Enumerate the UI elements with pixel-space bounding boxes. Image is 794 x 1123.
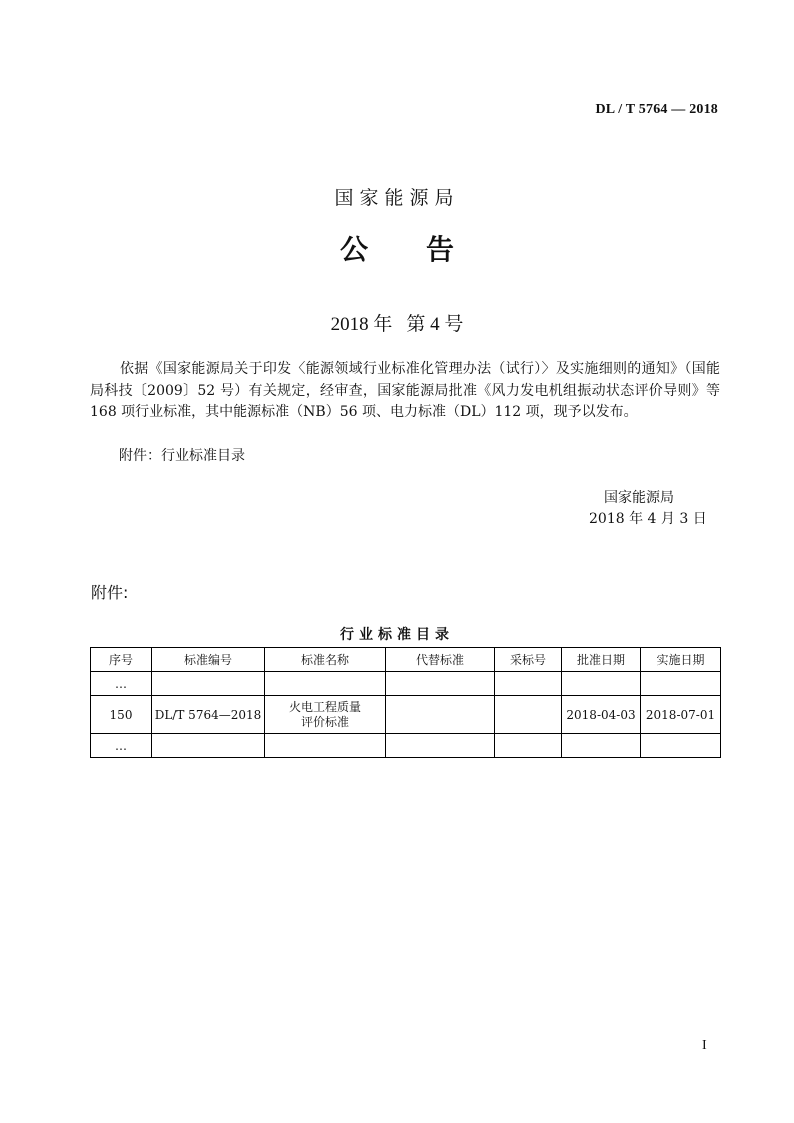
notice-number: 第 4 号	[406, 314, 464, 335]
table-cell	[641, 734, 721, 758]
table-cell: DL/T 5764—2018	[152, 696, 265, 734]
notice-body: 依据《国家能源局关于印发〈能源领域行业标准化管理办法（试行）〉及实施细则的通知》（国能局科技〔2009〕52 号）有关规定，经审查，国家能源局批准《风力发电机组振动状态评价导则》等168 项行业标准，其中能源标准（NB）56 项、电力标准（DL）112 项，现予以发布。	[90, 361, 720, 420]
catalog-table-title: 行业标准目录	[340, 627, 454, 643]
table-cell: 2018-04-03	[562, 696, 641, 734]
notice-number-line	[0, 309, 794, 336]
column-header: 标准名称	[265, 648, 386, 672]
table-cell	[386, 696, 495, 734]
signature-date: 2018 年 4 月 3 日	[589, 511, 707, 527]
column-header: 实施日期	[641, 648, 721, 672]
column-header: 序号	[91, 648, 152, 672]
signature-org: 国家能源局	[604, 490, 674, 506]
column-header: 标准编号	[152, 648, 265, 672]
table-cell	[495, 734, 562, 758]
table-cell	[495, 696, 562, 734]
table-cell: 150	[91, 696, 152, 734]
notice-title-char-2: 告	[426, 233, 455, 266]
table-cell	[265, 734, 386, 758]
table-cell	[265, 696, 386, 734]
notice-year: 2018 年	[330, 314, 393, 335]
table-cell	[562, 672, 641, 696]
table-cell	[641, 672, 721, 696]
table-row	[91, 672, 721, 696]
table-cell	[152, 672, 265, 696]
table-cell	[152, 734, 265, 758]
catalog-table	[90, 647, 721, 758]
table-cell	[562, 734, 641, 758]
notice-title	[0, 228, 794, 268]
table-cell	[386, 672, 495, 696]
issuer-title: 国家能源局	[334, 187, 460, 209]
table-header-row	[91, 648, 721, 672]
table-row	[91, 734, 721, 758]
attachment-reference: 附件：行业标准目录	[119, 448, 245, 464]
notice-title-char-1: 公	[339, 233, 368, 266]
column-header: 代替标准	[386, 648, 495, 672]
table-cell: …	[91, 734, 152, 758]
standard-code: DL / T 5764 — 2018	[595, 102, 718, 117]
table-cell	[265, 672, 386, 696]
attachment-heading: 附件:	[91, 583, 129, 602]
column-header: 采标号	[495, 648, 562, 672]
table-cell	[495, 672, 562, 696]
column-header: 批准日期	[562, 648, 641, 672]
page-number: I	[702, 1038, 707, 1053]
table-cell: 2018-07-01	[641, 696, 721, 734]
table-cell	[386, 734, 495, 758]
table-row	[91, 696, 721, 734]
table-cell: …	[91, 672, 152, 696]
standard-name: 火电工程质量 评价标准	[288, 699, 361, 729]
